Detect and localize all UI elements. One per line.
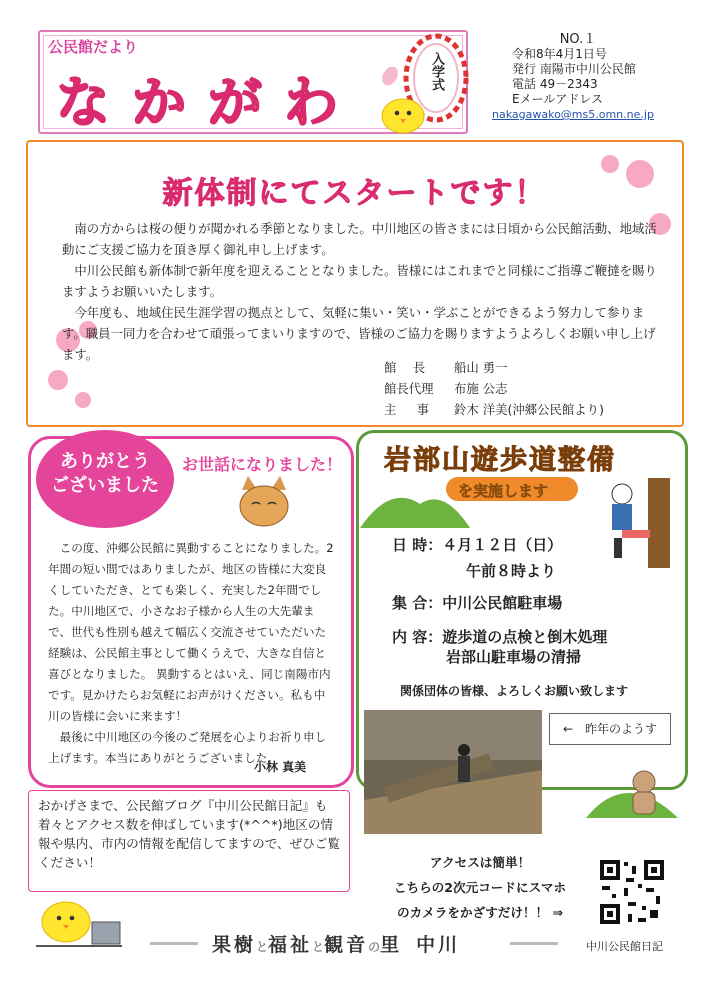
- footer-slogan: [212, 930, 460, 957]
- farewell-signature: 小林 真美: [254, 760, 307, 774]
- staff-role: 主 事: [384, 402, 430, 417]
- email-label: Eメールアドレス: [512, 92, 603, 106]
- slogan-particle: と: [256, 940, 269, 954]
- paragraph: 南の方からは桜の便りが聞かれる季節となりました。中川地区の皆さまには日頃から公民館活動、地域活動にご支援ご協力を頂き厚く御礼申し上げます。: [62, 221, 657, 257]
- badge-text: 入学式: [429, 52, 444, 91]
- publisher: 発行 南陽市中川公民館: [512, 62, 636, 76]
- issue-info: [478, 32, 678, 122]
- announcement-body: [62, 218, 662, 365]
- qr-caption: 中川公民館日記: [586, 940, 663, 953]
- slogan-word: 福祉: [268, 934, 313, 956]
- staff-role: 館長代理: [384, 381, 434, 396]
- blog-text: おかげさまで、公民館ブログ『中川公民館日記』も着々とアクセス数を伸ばしています(*^^*)地区の情報や県内、市内の情報を配信してますので、ぜひご覧ください！: [38, 798, 340, 870]
- paragraph: この度、沖郷公民館に異動することになりました。2年間の短い間ではありましたが、地区の皆様に大変良くしていただき、とても楽しく、充実した2年間でした。中川地区で、小さなお子様から人生の大先輩まで、世代も性別も越えて幅広く交流させていただいた経験は、公民館主事として働くうえで、大きな自信と喜びとなりました。 異動するとはいえ、同じ南陽市内です。見かけたらお気軽にお声がけください。私も中川の皆様に会いに来ます！: [48, 541, 334, 723]
- sakura-petal-icon: [378, 64, 402, 88]
- footer-divider: [150, 942, 198, 945]
- last-year-photo: [364, 710, 542, 834]
- qr-code[interactable]: [598, 858, 666, 926]
- newsletter-title: なかがわ: [56, 71, 360, 134]
- event-content-row: [392, 626, 607, 648]
- slogan-word: 果樹: [212, 934, 257, 956]
- event-content-line2: 岩部山駐車場の清掃: [446, 648, 582, 666]
- staff-name: 布施 公志: [454, 381, 508, 396]
- staff-list: [384, 357, 604, 420]
- footer-divider: [510, 942, 558, 945]
- date-value: ４月１２日（日）: [442, 536, 563, 554]
- content-label: 内 容：: [392, 628, 443, 646]
- access-line: アクセスは簡単！: [429, 855, 531, 870]
- newsletter-label: 公民館だより: [48, 38, 139, 56]
- chick-icon: [378, 92, 428, 134]
- issue-date: 令和8年4月1日号: [512, 47, 607, 61]
- chick-laptop-icon: [36, 894, 122, 954]
- announcement-title: 新体制にてスタートです！: [162, 176, 547, 211]
- slogan-word: 里: [380, 934, 403, 956]
- date-label: 日 時：: [392, 536, 443, 554]
- event-title: 岩部山遊歩道整備: [384, 445, 616, 476]
- access-note: [358, 850, 602, 925]
- slogan-particle: の: [368, 940, 381, 954]
- place-label: 集 合：: [392, 594, 443, 612]
- event-place-row: [392, 592, 562, 614]
- farewell-body: [48, 538, 334, 769]
- paragraph: 中川公民館も新体制で新年度を迎えることとなりました。皆様にはこれまでと同様にご指導ご鞭撻を賜りますようお願いいたします。: [62, 263, 657, 299]
- event-subtitle: を実施します: [458, 482, 549, 500]
- place-value: 中川公民館駐車場: [442, 594, 563, 612]
- event-time: 午前８時より: [466, 562, 557, 580]
- paragraph: 今年度も、地域住民生涯学習の拠点として、気軽に集い・笑い・学ぶことができるよう努力して参ります。職員一同力を合わせて頑張ってまいりますので、皆様のご協力を賜りますようよろしくお願い申し上げます。: [62, 305, 656, 362]
- phone: 電話 49－2343: [512, 77, 598, 91]
- email-link[interactable]: nakagawako@ms5.omn.ne.jp: [492, 108, 654, 121]
- cat-icon: [232, 472, 298, 532]
- staff-role: 館 長: [384, 360, 426, 375]
- access-line: のカメラをかざすだけ！！ ⇒: [396, 905, 564, 920]
- staff-name: 鈴木 洋美(沖郷公民館より): [454, 402, 604, 417]
- issue-number: NO.１: [559, 32, 597, 47]
- event-request: 関係団体の皆様、よろしくお願い致します: [400, 684, 629, 698]
- staff-name: 船山 勇一: [454, 360, 508, 375]
- photo-caption: ← 昨年のようす: [549, 713, 671, 745]
- paragraph: 最後に中川地区の今後のご発展を心よりお祈り申し上げます。本当にありがとうございました。: [48, 730, 327, 765]
- content-value: 遊歩道の点検と倒木処理: [442, 628, 608, 646]
- event-date-row: [392, 534, 562, 556]
- woodcutter-icon: [600, 478, 676, 568]
- access-line: こちらの2次元コードにスマホ: [393, 880, 567, 895]
- slogan-particle: と: [312, 940, 325, 954]
- hill-icon: [360, 484, 470, 528]
- thanks-bubble: ありがとう ございました: [36, 430, 174, 528]
- osewa-heading: お世話になりました！: [182, 455, 343, 474]
- slogan-word: 観音: [324, 934, 369, 956]
- slogan-word: 中川: [416, 934, 461, 956]
- kannon-hill-icon: [586, 752, 678, 818]
